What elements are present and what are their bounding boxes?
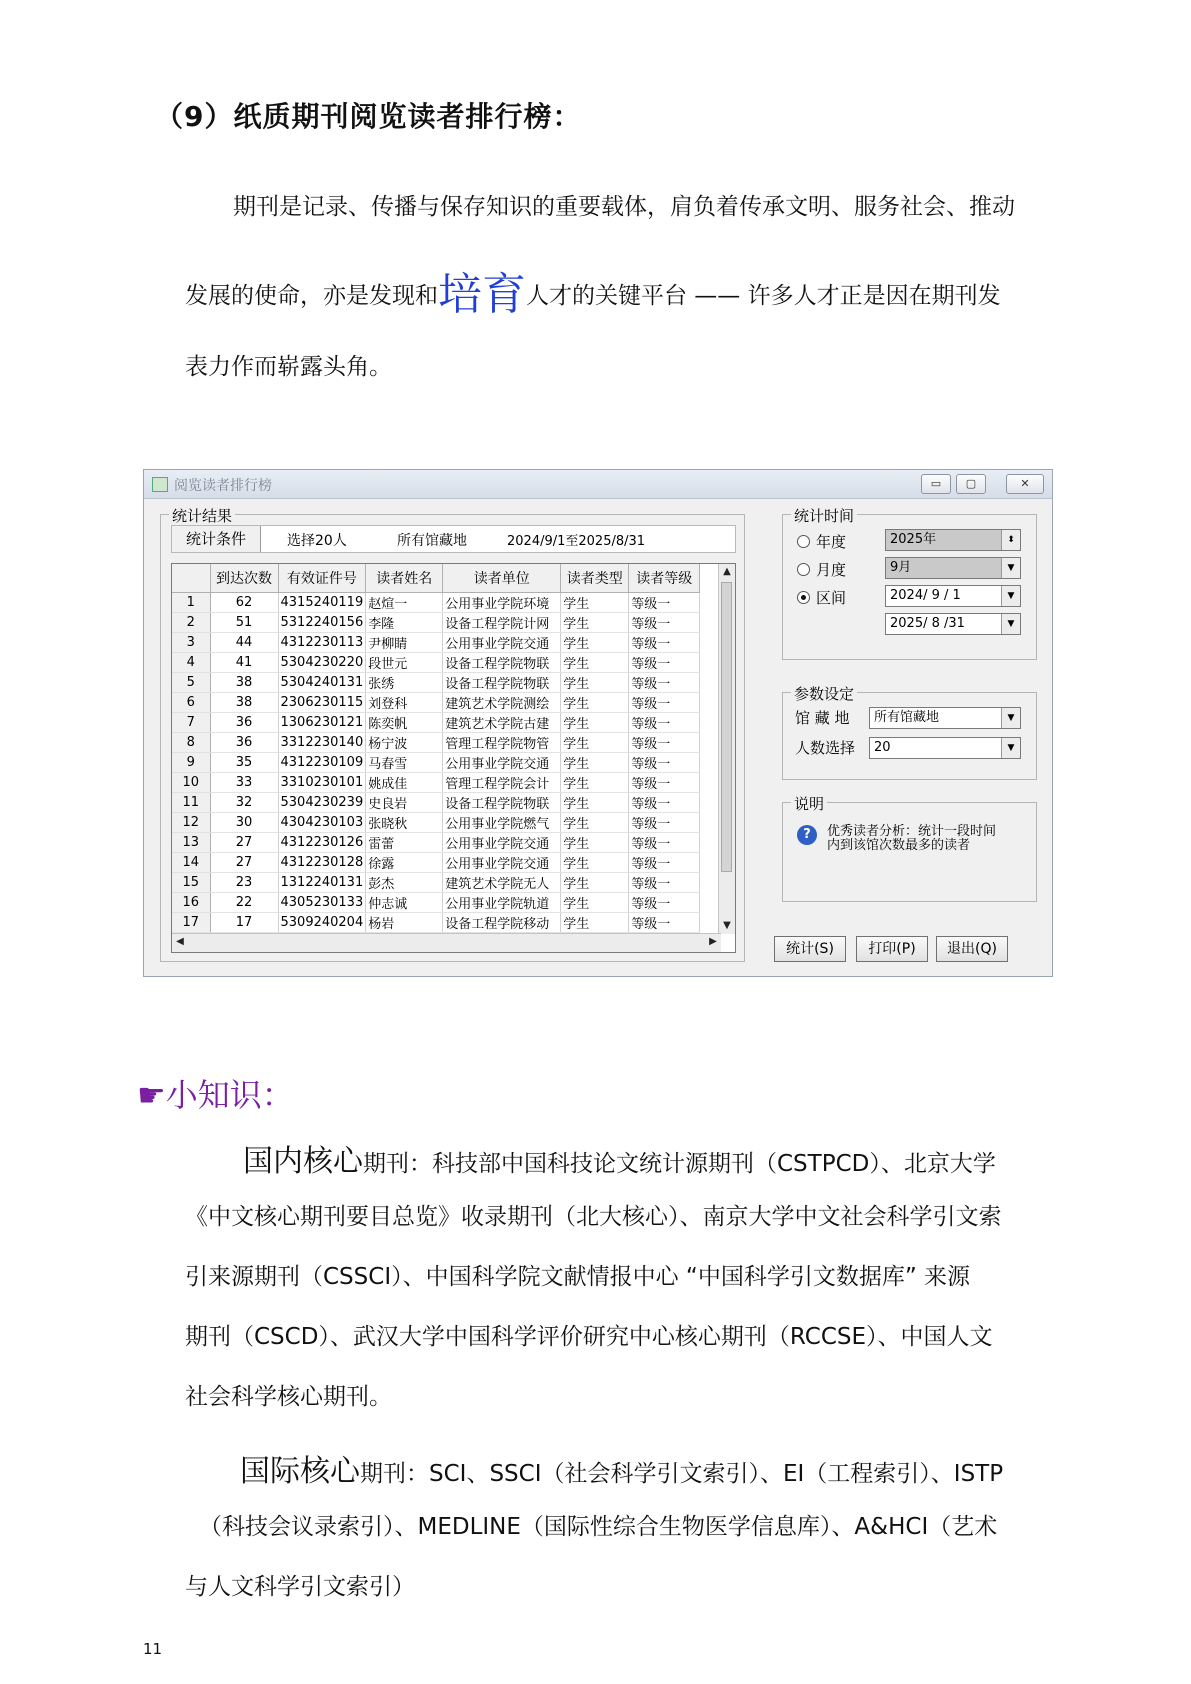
stat-button[interactable]: 统计(S)	[774, 936, 846, 962]
table-cell: 3312230140	[278, 733, 366, 753]
reader-ranking-window	[143, 469, 1053, 977]
tip-title: ☛小知识：	[137, 1076, 294, 1114]
table-cell: 学生	[561, 673, 629, 693]
scroll-right-icon[interactable]: ▶	[709, 936, 717, 947]
chevron-down-icon[interactable]: ▼	[1001, 614, 1020, 634]
table-cell: 51	[210, 613, 278, 633]
table-cell: 等级一	[629, 713, 700, 733]
table-cell: 3310230101	[278, 773, 366, 793]
note-group	[782, 795, 1037, 902]
table-cell: 学生	[561, 593, 629, 613]
table-cell: 学生	[561, 653, 629, 673]
row-number: 8	[172, 733, 210, 753]
table-cell: 公用事业学院环境	[443, 593, 561, 613]
chevron-down-icon[interactable]: ▼	[1001, 708, 1020, 728]
table-cell: 学生	[561, 633, 629, 653]
param-group-legend: 参数设定	[791, 683, 857, 704]
table-cell: 学生	[561, 613, 629, 633]
domestic-lead: 国内核心	[243, 1144, 363, 1179]
row-number: 16	[172, 893, 210, 913]
table-row[interactable]	[172, 773, 700, 793]
table-cell: 公用事业学院燃气	[443, 813, 561, 833]
intl-line-2: （科技会议录索引）、MEDLINE（国际性综合生物医学信息库）、A&HCI（艺术	[199, 1514, 998, 1540]
table-cell: 等级一	[629, 733, 700, 753]
close-button[interactable]: ✕	[1006, 474, 1044, 494]
table-row[interactable]	[172, 633, 700, 653]
table-row[interactable]	[172, 833, 700, 853]
table-cell: 4305230133	[278, 893, 366, 913]
table-cell: 学生	[561, 833, 629, 853]
table-cell: 32	[210, 793, 278, 813]
table-cell: 段世元	[366, 653, 443, 673]
row-number: 9	[172, 753, 210, 773]
condition-count: 选择20人	[287, 533, 347, 549]
scroll-left-icon[interactable]: ◀	[176, 936, 184, 947]
table-cell: 学生	[561, 873, 629, 893]
table-cell: 5304240131	[278, 673, 366, 693]
table-cell: 17	[210, 913, 278, 933]
table-cell: 建筑艺术学院古建	[443, 713, 561, 733]
range-start-date[interactable]: 2024/ 9 / 1 ▼	[885, 585, 1021, 607]
table-cell: 38	[210, 693, 278, 713]
table-row[interactable]	[172, 693, 700, 713]
param-group	[782, 685, 1037, 780]
table-cell: 仲志诚	[366, 893, 443, 913]
note-group-legend: 说明	[791, 793, 827, 814]
radio-icon	[797, 535, 810, 548]
table-cell: 学生	[561, 773, 629, 793]
table-row[interactable]	[172, 613, 700, 633]
table-row[interactable]	[172, 873, 700, 893]
row-number: 6	[172, 693, 210, 713]
table-cell: 尹柳睛	[366, 633, 443, 653]
intro-line-2-pre: 发展的使命，亦是发现和	[185, 283, 438, 309]
time-group-legend: 统计时间	[791, 505, 857, 526]
table-cell: 李隆	[366, 613, 443, 633]
table-cell: 23	[210, 873, 278, 893]
table-cell: 33	[210, 773, 278, 793]
row-number: 1	[172, 593, 210, 613]
row-number: 13	[172, 833, 210, 853]
table-cell: 建筑艺术学院测绘	[443, 693, 561, 713]
radio-year[interactable]: 年度	[797, 531, 846, 552]
table-cell: 44	[210, 633, 278, 653]
table-cell: 公用事业学院交通	[443, 853, 561, 873]
radio-icon	[797, 563, 810, 576]
table-cell: 设备工程学院物联	[443, 653, 561, 673]
table-cell: 陈奕帆	[366, 713, 443, 733]
table-cell: 张晓秋	[366, 813, 443, 833]
chevron-down-icon[interactable]: ▼	[1001, 558, 1020, 578]
table-cell: 公用事业学院交通	[443, 753, 561, 773]
row-number: 4	[172, 653, 210, 673]
intro-emphasis: 培育	[438, 269, 526, 320]
spinner-arrows-icon[interactable]: ⬍	[1001, 530, 1020, 550]
table-cell: 学生	[561, 793, 629, 813]
table-cell: 马春雪	[366, 753, 443, 773]
row-number: 17	[172, 913, 210, 933]
maximize-button[interactable]: ▢	[956, 474, 986, 494]
table-cell: 等级一	[629, 773, 700, 793]
table-cell: 等级一	[629, 873, 700, 893]
count-select[interactable]: 20 ▼	[869, 737, 1021, 759]
app-icon	[152, 477, 168, 492]
table-cell: 学生	[561, 913, 629, 933]
table-cell: 1312240131	[278, 873, 366, 893]
table-cell: 35	[210, 753, 278, 773]
table-cell: 4312230109	[278, 753, 366, 773]
table-row[interactable]	[172, 853, 700, 873]
table-cell: 27	[210, 853, 278, 873]
table-cell: 27	[210, 833, 278, 853]
table-cell: 等级一	[629, 913, 700, 933]
year-spinner[interactable]: 2025年 ⬍	[885, 529, 1021, 551]
table-cell: 5304230239	[278, 793, 366, 813]
table-row[interactable]	[172, 793, 700, 813]
table-cell: 杨宁波	[366, 733, 443, 753]
ranking-table	[172, 564, 700, 953]
table-cell: 等级一	[629, 613, 700, 633]
count-label: 人数选择	[795, 739, 856, 757]
table-cell: 设备工程学院计网	[443, 613, 561, 633]
row-number: 11	[172, 793, 210, 813]
range-end-date[interactable]: 2025/ 8 /31 ▼	[885, 613, 1021, 635]
table-cell: 等级一	[629, 753, 700, 773]
table-row[interactable]	[172, 913, 700, 933]
table-body	[172, 593, 700, 953]
header-visits[interactable]: 到达次数	[210, 564, 278, 593]
table-cell: 41	[210, 653, 278, 673]
table-cell: 设备工程学院物联	[443, 673, 561, 693]
intl-line-1: 国际核心期刊：SCI、SSCI（社会科学引文索引）、EI（工程索引）、ISTP	[185, 1446, 1065, 1490]
table-row[interactable]	[172, 733, 700, 753]
table-row[interactable]	[172, 673, 700, 693]
table-cell: 62	[210, 593, 278, 613]
chevron-down-icon[interactable]: ▼	[1001, 586, 1020, 606]
table-row[interactable]	[172, 753, 700, 773]
table-cell: 等级一	[629, 673, 700, 693]
table-cell: 建筑艺术学院无人	[443, 873, 561, 893]
table-cell: 1306230121	[278, 713, 366, 733]
condition-bar	[171, 525, 736, 553]
table-cell: 等级一	[629, 633, 700, 653]
table-cell: 30	[210, 813, 278, 833]
intro-line-2	[185, 258, 1065, 322]
domestic-line-5: 社会科学核心期刊。	[185, 1384, 392, 1410]
condition-range: 2024/9/1至2025/8/31	[507, 534, 646, 549]
table-cell: 赵煊一	[366, 593, 443, 613]
table-cell: 4312230113	[278, 633, 366, 653]
table-cell: 38	[210, 673, 278, 693]
header-rowno[interactable]	[172, 564, 210, 593]
table-cell: 公用事业学院轨道	[443, 893, 561, 913]
header-id[interactable]: 有效证件号	[278, 564, 366, 593]
chevron-down-icon[interactable]: ▼	[1001, 738, 1020, 758]
table-row[interactable]	[172, 713, 700, 733]
domestic-line-2: 《中文核心期刊要目总览》收录期刊（北大核心）、南京大学中文社会科学引文索	[185, 1204, 1002, 1230]
minimize-button[interactable]: ▭	[921, 474, 951, 494]
scroll-down-icon[interactable]: ▼	[723, 920, 731, 931]
radio-checked-icon	[797, 591, 810, 604]
scroll-up-icon[interactable]: ▲	[723, 566, 731, 577]
table-cell: 公用事业学院交通	[443, 633, 561, 653]
window-title: 阅览读者排行榜	[174, 478, 272, 494]
result-group-legend: 统计结果	[169, 505, 235, 526]
table-cell: 管理工程学院会计	[443, 773, 561, 793]
table-cell: 36	[210, 733, 278, 753]
table-cell: 等级一	[629, 593, 700, 613]
help-icon: ?	[797, 825, 817, 845]
table-cell: 史良岩	[366, 793, 443, 813]
table-cell: 等级一	[629, 853, 700, 873]
intl-line-3: 与人文科学引文索引）	[185, 1574, 415, 1600]
table-cell: 徐露	[366, 853, 443, 873]
table-cell: 学生	[561, 853, 629, 873]
location-select[interactable]: 所有馆藏地 ▼	[869, 707, 1021, 729]
table-cell: 36	[210, 713, 278, 733]
ranking-grid[interactable]	[171, 563, 736, 953]
header-level[interactable]: 读者等级	[629, 564, 700, 593]
vertical-scrollbar[interactable]	[718, 564, 735, 934]
row-number: 10	[172, 773, 210, 793]
row-number: 12	[172, 813, 210, 833]
intro-line-2-post: 人才的关键平台 —— 许多人才正是因在期刊发	[526, 283, 1001, 309]
row-number: 14	[172, 853, 210, 873]
print-button[interactable]: 打印(P)	[856, 936, 928, 962]
domestic-line-4: 期刊（CSCD）、武汉大学中国科学评价研究中心核心期刊（RCCSE）、中国人文	[185, 1324, 993, 1350]
row-number: 5	[172, 673, 210, 693]
table-cell: 学生	[561, 813, 629, 833]
table-cell: 管理工程学院物管	[443, 733, 561, 753]
intl-lead: 国际核心	[240, 1454, 360, 1489]
page-number: 11	[143, 1640, 163, 1658]
table-cell: 等级一	[629, 893, 700, 913]
location-label: 馆 藏 地	[795, 709, 850, 727]
header-name[interactable]: 读者姓名	[366, 564, 443, 593]
horizontal-scrollbar[interactable]	[172, 933, 721, 952]
table-cell: 5312240156	[278, 613, 366, 633]
table-cell: 22	[210, 893, 278, 913]
table-cell: 等级一	[629, 813, 700, 833]
table-cell: 学生	[561, 893, 629, 913]
table-cell: 5309240204	[278, 913, 366, 933]
exit-button[interactable]: 退出(Q)	[936, 936, 1008, 962]
table-cell: 彭杰	[366, 873, 443, 893]
table-cell: 等级一	[629, 833, 700, 853]
table-row[interactable]	[172, 893, 700, 913]
table-cell: 等级一	[629, 793, 700, 813]
table-cell: 雷蕾	[366, 833, 443, 853]
table-cell: 设备工程学院物联	[443, 793, 561, 813]
table-cell: 学生	[561, 733, 629, 753]
radio-month[interactable]: 月度	[797, 559, 846, 580]
header-unit[interactable]: 读者单位	[443, 564, 561, 593]
table-cell: 4312230128	[278, 853, 366, 873]
section-heading: （9）纸质期刊阅览读者排行榜：	[155, 100, 582, 133]
table-cell: 4304230103	[278, 813, 366, 833]
note-text: 优秀读者分析：统计一段时间内到该馆次数最多的读者	[827, 824, 997, 853]
table-cell: 2306230115	[278, 693, 366, 713]
row-number: 15	[172, 873, 210, 893]
domestic-line-1: 国内核心期刊：科技部中国科技论文统计源期刊（CSTPCD）、北京大学	[185, 1136, 1065, 1180]
intro-line-3: 表力作而崭露头角。	[185, 354, 392, 380]
result-group	[160, 507, 745, 962]
month-select[interactable]: 9月 ▼	[885, 557, 1021, 579]
table-row[interactable]	[172, 653, 700, 673]
table-cell: 5304230220	[278, 653, 366, 673]
row-number: 2	[172, 613, 210, 633]
domestic-line-3: 引来源期刊（CSSCI）、中国科学院文献情报中心 “中国科学引文数据库” 来源	[185, 1264, 971, 1290]
table-cell: 学生	[561, 753, 629, 773]
header-type[interactable]: 读者类型	[561, 564, 629, 593]
table-cell: 公用事业学院交通	[443, 833, 561, 853]
table-cell: 学生	[561, 713, 629, 733]
condition-location: 所有馆藏地	[397, 533, 467, 549]
row-number: 7	[172, 713, 210, 733]
scroll-thumb[interactable]	[721, 582, 732, 872]
radio-range[interactable]: 区间	[797, 587, 846, 608]
table-cell: 姚成佳	[366, 773, 443, 793]
window-titlebar	[144, 470, 1052, 499]
table-row[interactable]	[172, 593, 700, 613]
condition-tab[interactable]: 统计条件	[172, 526, 261, 552]
table-cell: 等级一	[629, 693, 700, 713]
table-header-row	[172, 564, 700, 593]
table-cell: 等级一	[629, 653, 700, 673]
table-cell: 张绣	[366, 673, 443, 693]
row-number: 3	[172, 633, 210, 653]
intro-line-1: 期刊是记录、传播与保存知识的重要载体，肩负着传承文明、服务社会、推动	[233, 194, 1015, 220]
table-cell: 4312230126	[278, 833, 366, 853]
table-cell: 学生	[561, 693, 629, 713]
table-row[interactable]	[172, 813, 700, 833]
time-group	[782, 507, 1037, 660]
table-cell: 杨岩	[366, 913, 443, 933]
table-cell: 4315240119	[278, 593, 366, 613]
table-cell: 刘登科	[366, 693, 443, 713]
table-cell: 设备工程学院移动	[443, 913, 561, 933]
